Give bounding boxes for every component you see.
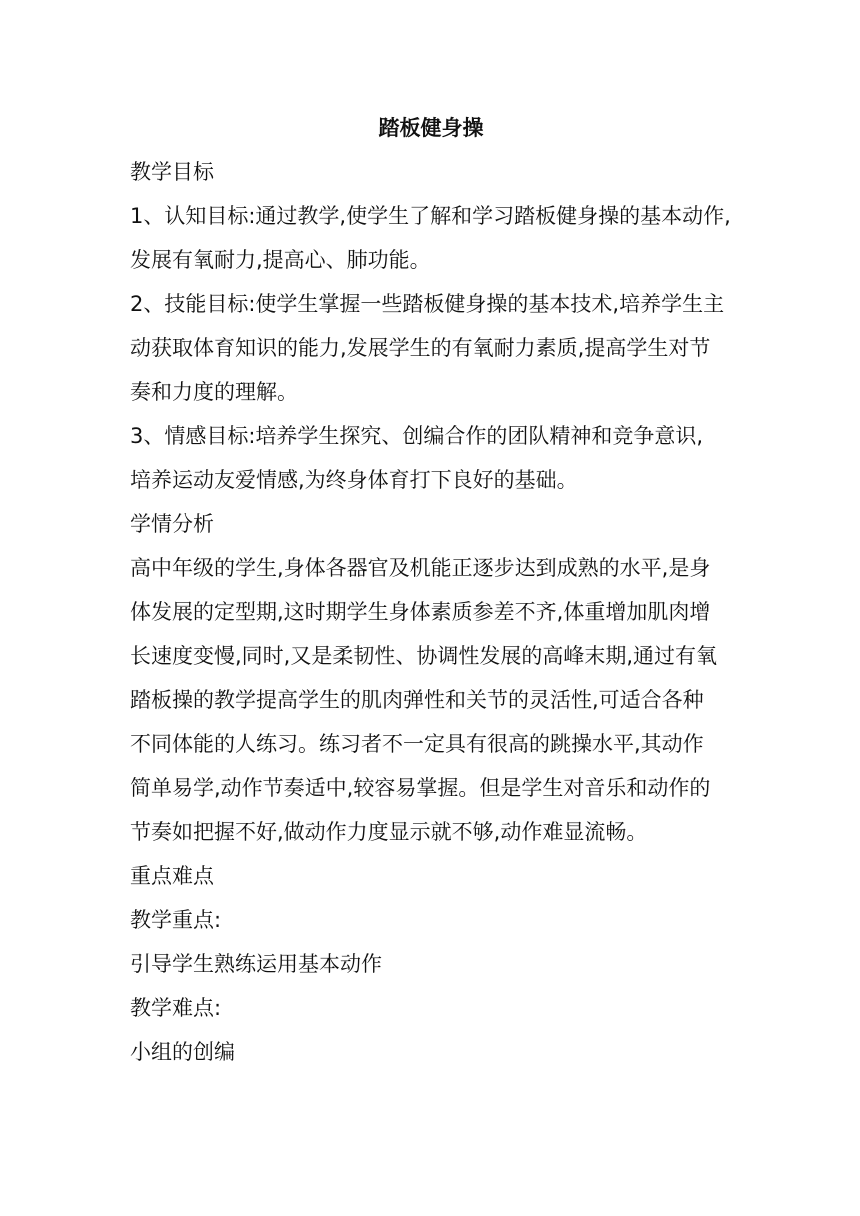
analysis-line: 节奏如把握不好,做动作力度显示就不够,动作难显流畅。 xyxy=(130,820,648,844)
analysis-paragraph xyxy=(130,546,732,854)
document-title: 踏板健身操 xyxy=(378,116,484,140)
goal-2-paragraph xyxy=(130,282,732,414)
key-heading: 重点难点 xyxy=(130,864,214,888)
analysis-line: 不同体能的人练习。练习者不一定具有很高的跳操水平,其动作 xyxy=(130,732,704,756)
document-body xyxy=(130,106,732,1074)
key-point-text: 引导学生熟练运用基本动作 xyxy=(130,952,382,976)
goal-2-line: 奏和力度的理解。 xyxy=(130,380,298,404)
goal-2-line: 2、技能目标:使学生掌握一些踏板健身操的基本技术,培养学生主 xyxy=(130,292,725,316)
key-point-label: 教学重点: xyxy=(130,908,222,932)
goal-3-paragraph xyxy=(130,414,732,502)
goal-3-line: 3、情感目标:培养学生探究、创编合作的团队精神和竞争意识, xyxy=(130,424,704,448)
difficulty-label: 教学难点: xyxy=(130,996,222,1020)
goal-1-line: 1、认知目标:通过教学,使学生了解和学习踏板健身操的基本动作, xyxy=(130,204,731,228)
analysis-line: 简单易学,动作节奏适中,较容易掌握。但是学生对音乐和动作的 xyxy=(130,776,711,800)
analysis-line: 长速度变慢,同时,又是柔韧性、协调性发展的高峰末期,通过有氧 xyxy=(130,644,718,668)
difficulty-text: 小组的创编 xyxy=(130,1040,235,1064)
goal-2-line: 动获取体育知识的能力,发展学生的有氧耐力素质,提高学生对节 xyxy=(130,336,711,360)
goal-3-line: 培养运动友爱情感,为终身体育打下良好的基础。 xyxy=(130,468,578,492)
goal-1-line: 发展有氧耐力,提高心、肺功能。 xyxy=(130,248,431,272)
analysis-line: 踏板操的教学提高学生的肌肉弹性和关节的灵活性,可适合各种 xyxy=(130,688,704,712)
goals-heading: 教学目标 xyxy=(130,160,214,184)
analysis-heading: 学情分析 xyxy=(130,512,214,536)
analysis-line: 体发展的定型期,这时期学生身体素质参差不齐,体重增加肌肉增 xyxy=(130,600,711,624)
goal-1-paragraph xyxy=(130,194,732,282)
analysis-line: 高中年级的学生,身体各器官及机能正逐步达到成熟的水平,是身 xyxy=(130,556,711,580)
